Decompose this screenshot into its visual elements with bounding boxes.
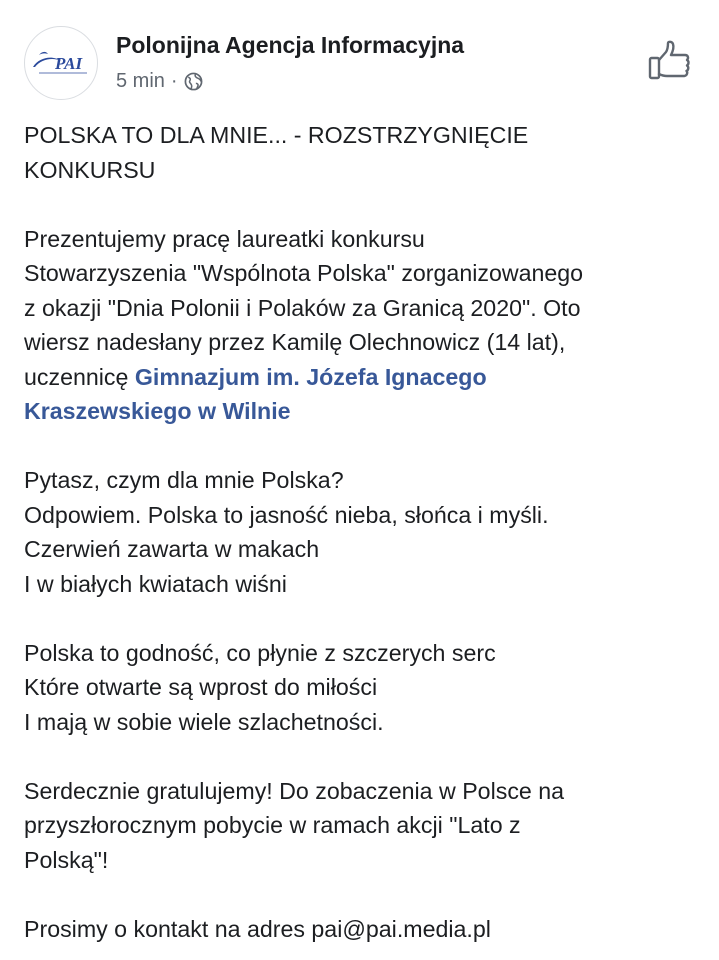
thumbs-up-icon <box>647 40 693 82</box>
text-line: wiersz nadesłany przez Kamilę Olechnowicz (14 lat), <box>24 329 566 355</box>
post-text <box>24 118 704 960</box>
outro-paragraph <box>24 774 704 878</box>
poem-line: Odpowiem. Polska to jasność nieba, słońca i myśli. <box>24 501 549 528</box>
poem-stanza-2 <box>24 636 704 740</box>
post-header <box>0 0 719 110</box>
globe-icon <box>184 72 203 91</box>
text-line: Serdecznie gratulujemy! Do zobaczenia w Polsce na <box>24 777 565 804</box>
text-line: Prezentujemy pracę laureatki konkursu <box>24 225 425 252</box>
text-line: Stowarzyszenia "Wspólnota Polska" zorganizowanego <box>24 260 584 286</box>
poem-line: Polska to godność, co płynie z szczerych serc <box>24 639 496 666</box>
poem-line: Czerwień zawarta w makach <box>24 536 320 562</box>
post-title <box>24 118 704 187</box>
text-fragment: uczennicę <box>24 363 135 390</box>
poem-line: I mają w sobie wiele szlachetności. <box>24 708 384 735</box>
title-line: KONKURSU <box>24 156 156 183</box>
school-link-continued[interactable]: Kraszewskiego w Wilnie <box>24 398 291 424</box>
text-line: Prosimy o kontakt na adres pai@pai.media.pl <box>24 915 491 942</box>
post-timestamp[interactable]: 5 min <box>116 70 165 92</box>
poem-line: I w białych kwiatach wiśni <box>24 570 287 597</box>
text-line-with-link <box>24 360 704 395</box>
title-line: POLSKA TO DLA MNIE... - ROZSTRZYGNIĘCIE <box>24 122 529 148</box>
page-name-link[interactable]: Polonijna Agencja Informacyjna <box>116 32 465 58</box>
meta-separator: · <box>170 70 178 92</box>
page-avatar[interactable] <box>24 26 98 100</box>
text-line-with-link <box>24 394 704 429</box>
intro-paragraph <box>24 222 704 429</box>
school-link[interactable]: Gimnazjum im. Józefa Ignacego <box>134 363 487 390</box>
poem-line: Które otwarte są wprost do miłości <box>24 674 378 700</box>
like-button[interactable] <box>647 40 693 82</box>
pai-logo-icon <box>25 27 98 100</box>
post-meta <box>116 69 203 93</box>
text-line: z okazji "Dnia Polonii i Polaków za Granicą 2020". Oto <box>24 294 581 321</box>
text-line: przyszłorocznym pobycie w ramach akcji "Lato z <box>24 812 521 838</box>
text-line: Polską"! <box>24 846 109 873</box>
poem-line: Pytasz, czym dla mnie Polska? <box>24 467 344 493</box>
logo-text: PAI <box>55 54 83 73</box>
contact-paragraph <box>24 912 704 947</box>
poem-stanza-1 <box>24 463 704 601</box>
